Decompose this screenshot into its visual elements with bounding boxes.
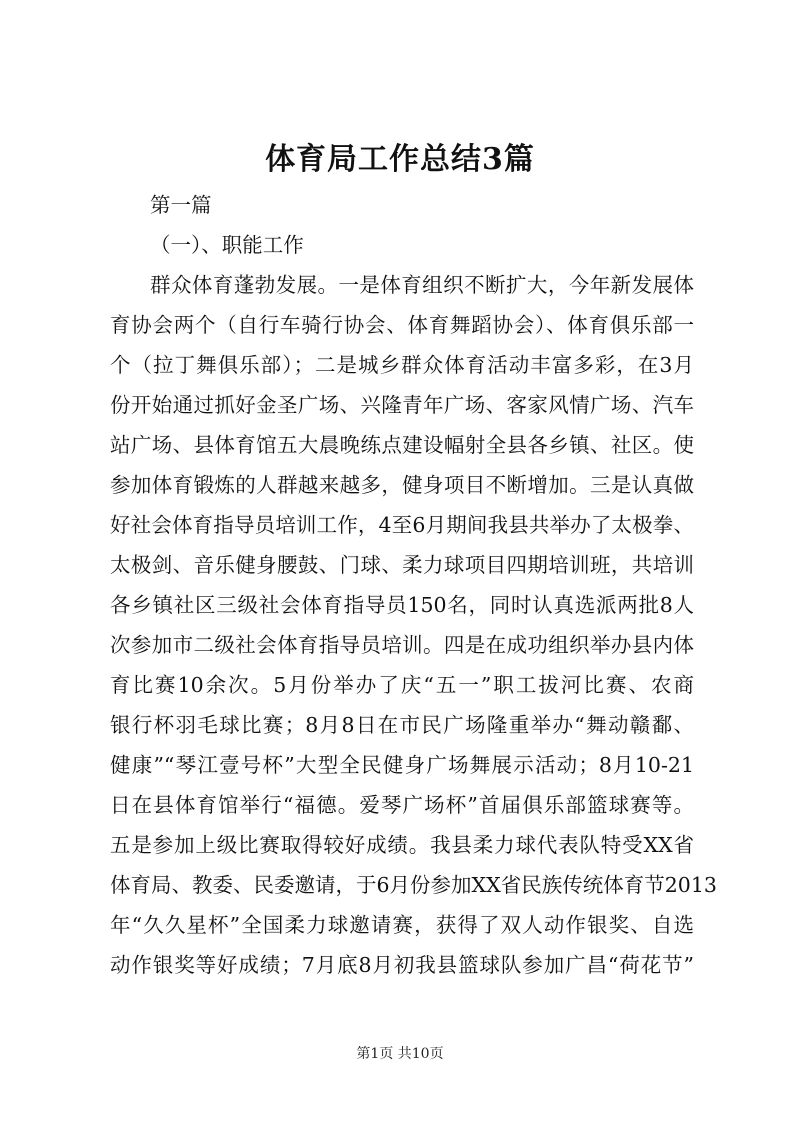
paragraph-line: 动作银奖等好成绩；7月底8月初我县篮球队参加广昌“荷花节” — [110, 953, 694, 977]
paragraph-line: 体育局、教委、民委邀请，于6月份参加XX省民族传统体育节2013 — [110, 873, 717, 897]
paragraph-line: 育协会两个（自行车骑行协会、体育舞蹈协会）、体育俱乐部一 — [110, 313, 694, 337]
page-footer: 第1页 共10页 — [356, 1046, 444, 1062]
section-heading: 第一篇 — [150, 193, 212, 217]
paragraph-line: 五是参加上级比赛取得较好成绩。我县柔力球代表队特受XX省 — [110, 833, 694, 857]
paragraph-line: 好社会体育指导员培训工作，4至6月期间我县共举办了太极拳、 — [110, 513, 694, 537]
paragraph-line: 日在县体育馆举行“福德。爱琴广场杯”首届俱乐部篮球赛等。 — [110, 793, 694, 817]
paragraph-line: 年“久久星杯”全国柔力球邀请赛，获得了双人动作银奖、自选 — [110, 913, 694, 937]
paragraph-line: 参加体育锻炼的人群越来越多，健身项目不断增加。三是认真做 — [110, 473, 694, 497]
paragraph-line: 个（拉丁舞俱乐部）；二是城乡群众体育活动丰富多彩，在3月 — [110, 353, 694, 377]
document-title: 体育局工作总结3篇 — [265, 142, 535, 177]
paragraph-line: 各乡镇社区三级社会体育指导员150名，同时认真选派两批8人 — [110, 593, 694, 617]
paragraph-line: 育比赛10余次。5月份举办了庆“五一”职工拔河比赛、农商 — [110, 673, 694, 697]
paragraph-line: 群众体育蓬勃发展。一是体育组织不断扩大，今年新发展体 — [150, 273, 694, 297]
paragraph-line: 站广场、县体育馆五大晨晚练点建设幅射全县各乡镇、社区。使 — [110, 433, 694, 457]
paragraph-line: 次参加市二级社会体育指导员培训。四是在成功组织举办县内体 — [110, 633, 694, 657]
sub-heading: （一）、职能工作 — [150, 233, 304, 257]
paragraph-line: 银行杯羽毛球比赛；8月8日在市民广场隆重举办“舞动赣鄱、 — [110, 713, 694, 737]
paragraph-line: 太极剑、音乐健身腰鼓、门球、柔力球项目四期培训班，共培训 — [110, 553, 694, 577]
paragraph-line: 健康”“琴江壹号杯”大型全民健身广场舞展示活动；8月10-21 — [110, 753, 694, 777]
paragraph-line: 份开始通过抓好金圣广场、兴隆青年广场、客家风情广场、汽车 — [110, 393, 694, 417]
